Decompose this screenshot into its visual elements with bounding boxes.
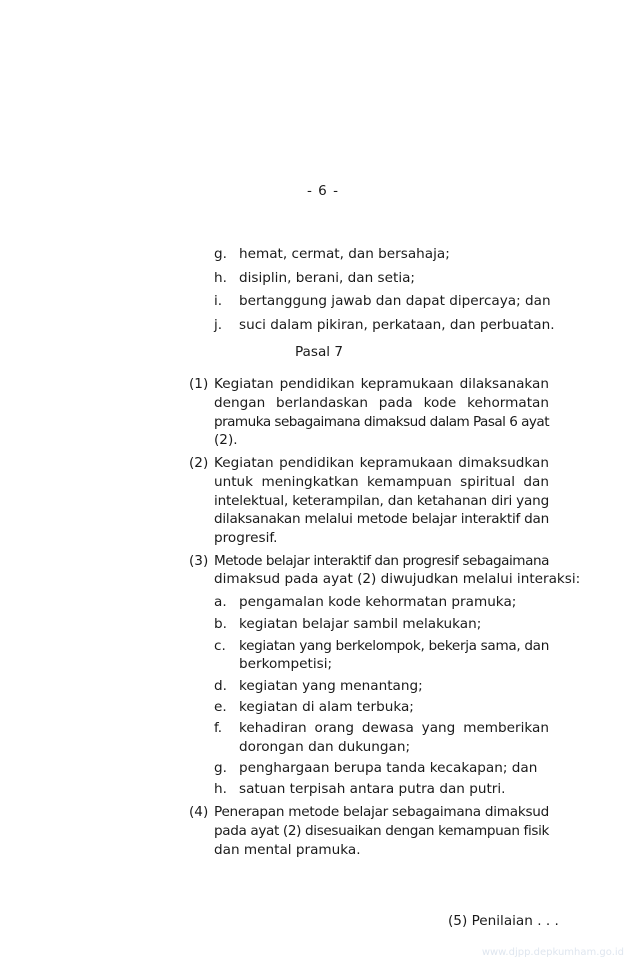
list-item-label: b. <box>214 616 227 632</box>
paragraph-line: Penerapan metode belajar sebagaimana dimaksud <box>214 804 549 820</box>
paragraph-line: intelektual, keterampilan, dan ketahanan diri yang <box>214 493 549 509</box>
list-item-text: bertanggung jawab dan dapat dipercaya; dan <box>239 293 551 309</box>
next-page-catchword: (5) Penilaian . . . <box>448 913 559 929</box>
paragraph-label: (1) <box>189 376 209 392</box>
paragraph-line: dilaksanakan melalui metode belajar interaktif dan <box>214 511 549 527</box>
list-item-label: i. <box>214 293 223 309</box>
paragraph-line: (2). <box>214 432 238 448</box>
list-item-text: kegiatan di alam terbuka; <box>239 699 414 715</box>
paragraph-label: (3) <box>189 553 209 569</box>
list-item-text: dorongan dan dukungan; <box>239 739 411 755</box>
list-item-text: kehadiran orang dewasa yang memberikan <box>239 720 549 736</box>
paragraph-line: pada ayat (2) disesuaikan dengan kemampuan fisik <box>214 823 549 839</box>
list-item-label: g. <box>214 246 227 262</box>
paragraph-line: dengan berlandaskan pada kode kehormatan <box>214 395 549 411</box>
list-item-label: j. <box>214 317 223 333</box>
list-item-label: h. <box>214 781 227 797</box>
paragraph-label: (2) <box>189 455 209 471</box>
list-item-text: kegiatan yang berkelompok, bekerja sama, dan <box>239 638 549 654</box>
list-item-label: g. <box>214 760 227 776</box>
list-item-text: kegiatan yang menantang; <box>239 678 423 694</box>
list-item-label: e. <box>214 699 227 715</box>
paragraph-line: dan mental pramuka. <box>214 842 361 858</box>
list-item-text: berkompetisi; <box>239 656 333 672</box>
list-item-text: disiplin, berani, dan setia; <box>239 270 416 286</box>
list-item-label: d. <box>214 678 227 694</box>
paragraph-line: Metode belajar interaktif dan progresif sebagaimana <box>214 553 549 569</box>
paragraph-line: dimaksud pada ayat (2) diwujudkan melalui interaksi: <box>214 571 581 587</box>
paragraph-line: Kegiatan pendidikan kepramukaan dimaksudkan <box>214 455 549 471</box>
list-item-text: satuan terpisah antara putra dan putri. <box>239 781 506 797</box>
list-item-label: a. <box>214 594 227 610</box>
paragraph-line: pramuka sebagaimana dimaksud dalam Pasal 6 ayat <box>214 414 549 430</box>
list-item-text: pengamalan kode kehormatan pramuka; <box>239 594 517 610</box>
page-number: - 6 - <box>306 183 340 199</box>
list-item-text: kegiatan belajar sambil melakukan; <box>239 616 482 632</box>
list-item-label: h. <box>214 270 227 286</box>
paragraph-label: (4) <box>189 804 209 820</box>
list-item-text: hemat, cermat, dan bersahaja; <box>239 246 450 262</box>
watermark-url[interactable]: www.djpp.depkumham.go.id <box>481 947 624 958</box>
paragraph-line: progresif. <box>214 530 278 546</box>
list-item-text: suci dalam pikiran, perkataan, dan perbuatan. <box>239 317 555 333</box>
paragraph-line: Kegiatan pendidikan kepramukaan dilaksanakan <box>214 376 549 392</box>
list-item-label: f. <box>214 720 223 736</box>
paragraph-line: untuk meningkatkan kemampuan spiritual dan <box>214 474 549 490</box>
list-item-text: penghargaan berupa tanda kecakapan; dan <box>239 760 538 776</box>
list-item-label: c. <box>214 638 226 654</box>
article-heading: Pasal 7 <box>294 344 344 360</box>
